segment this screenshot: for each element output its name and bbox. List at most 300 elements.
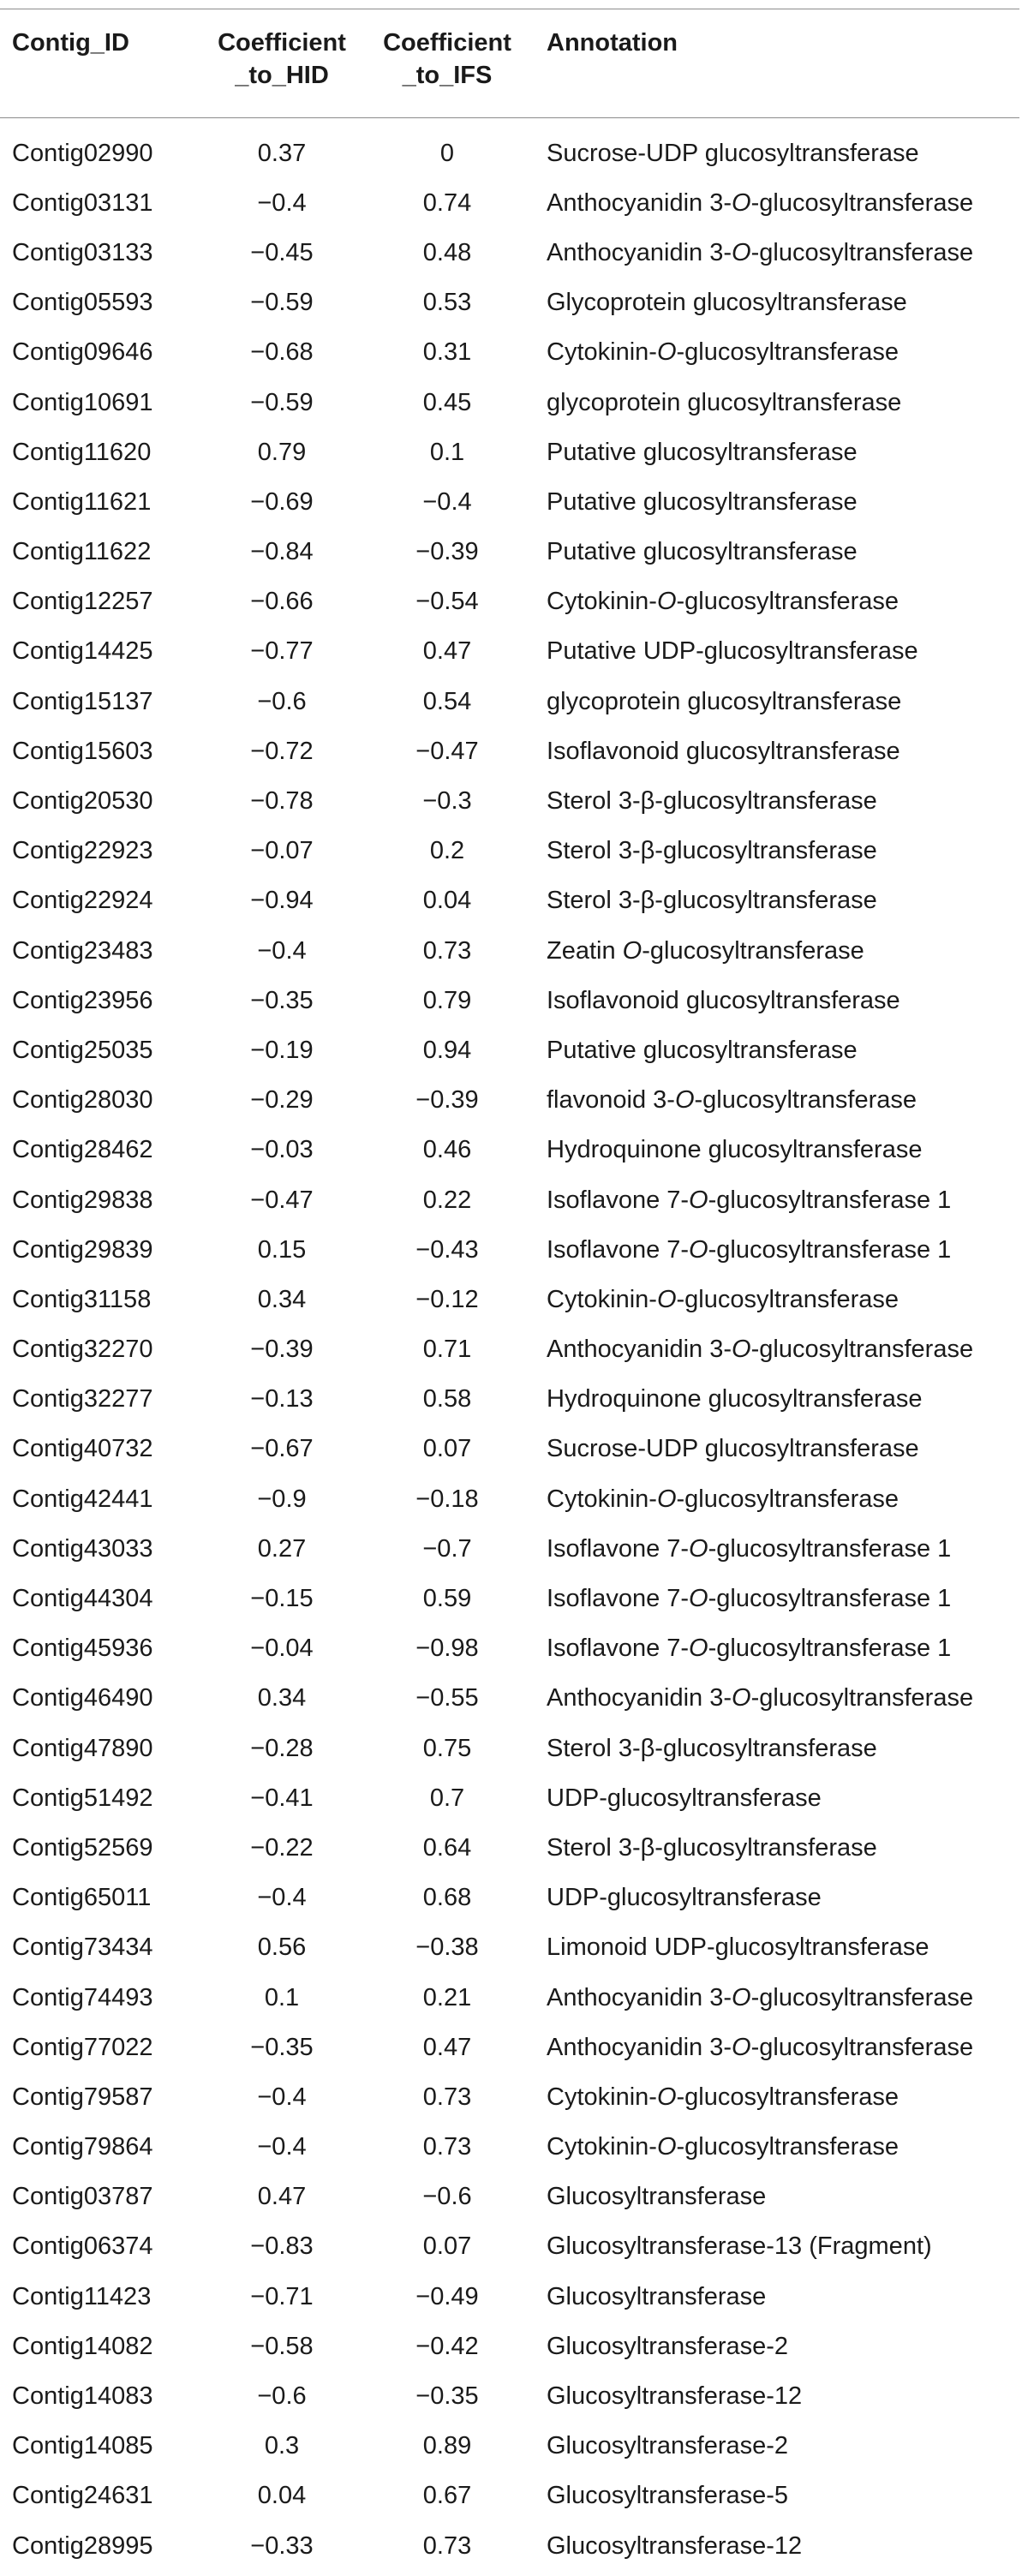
cell-coefficient-hid: −0.4 xyxy=(257,1884,307,1912)
table-row xyxy=(0,278,1019,328)
cell-annotation xyxy=(524,239,1019,267)
table-row xyxy=(0,378,1019,427)
annotation-suffix: -glucosyltransferase xyxy=(676,1285,899,1313)
table-row xyxy=(0,1325,1019,1375)
cell-contig-id: Contig25035 xyxy=(12,1036,153,1064)
cell-contig-id: Contig11620 xyxy=(12,438,152,466)
annotation-italic: O xyxy=(674,1086,695,1115)
cell-contig-id: Contig29839 xyxy=(12,1235,153,1264)
cell-annotation xyxy=(524,1286,1019,1314)
cell-coefficient-hid: −0.4 xyxy=(257,2133,307,2161)
cell-contig-id: Contig51492 xyxy=(12,1784,153,1812)
cell-coefficient-hid: −0.29 xyxy=(250,1086,314,1115)
annotation-prefix: Cytokinin- xyxy=(547,2083,657,2111)
annotation-italic: O xyxy=(656,1485,677,1513)
cell-contig-id: Contig15603 xyxy=(12,737,153,765)
header-contig-id: Contig_ID xyxy=(12,29,129,57)
table-row xyxy=(0,627,1019,677)
cell-contig-id: Contig77022 xyxy=(12,2033,153,2061)
annotation-prefix: Isoflavone 7- xyxy=(547,1186,690,1214)
annotation-suffix: -glucosyltransferase 1 xyxy=(708,1186,952,1214)
cell-coefficient-ifs: 0.67 xyxy=(422,2482,472,2510)
table-row xyxy=(0,1025,1019,1075)
cell-annotation: Limonoid UDP-glucosyltransferase xyxy=(547,1933,929,1962)
cell-contig-id: Contig44304 xyxy=(12,1585,153,1613)
annotation-prefix: Cytokinin- xyxy=(547,1285,657,1313)
cell-annotation xyxy=(524,1635,1019,1663)
annotation-italic: O xyxy=(656,338,677,367)
cell-annotation xyxy=(524,1684,1019,1712)
annotation-prefix: Cytokinin- xyxy=(547,588,657,616)
cell-contig-id: Contig32270 xyxy=(12,1336,153,1364)
cell-annotation: Glucosyltransferase-13 (Fragment) xyxy=(547,2232,932,2261)
cell-contig-id: Contig52569 xyxy=(12,1833,153,1862)
cell-annotation xyxy=(524,1086,1019,1115)
annotation-prefix: Anthocyanidin 3- xyxy=(547,1684,732,1712)
cell-contig-id: Contig28995 xyxy=(12,2531,153,2560)
annotation-suffix: -glucosyltransferase 1 xyxy=(708,1235,952,1264)
cell-annotation: Glucosyltransferase xyxy=(547,2282,767,2310)
cell-coefficient-ifs: −0.3 xyxy=(422,787,472,816)
annotation-suffix: -glucosyltransferase 1 xyxy=(708,1585,952,1613)
cell-coefficient-ifs: −0.98 xyxy=(415,1635,479,1663)
cell-annotation: Hydroquinone glucosyltransferase xyxy=(547,1136,923,1164)
table-row xyxy=(0,1874,1019,1923)
annotation-prefix: Anthocyanidin 3- xyxy=(547,238,732,266)
cell-annotation xyxy=(524,588,1019,616)
annotation-italic: O xyxy=(656,1285,677,1313)
cell-contig-id: Contig43033 xyxy=(12,1534,153,1563)
cell-contig-id: Contig79864 xyxy=(12,2133,153,2161)
cell-coefficient-ifs: 0.58 xyxy=(422,1385,472,1414)
cell-coefficient-ifs: 0.04 xyxy=(422,887,472,915)
cell-annotation: Glucosyltransferase-2 xyxy=(547,2332,789,2360)
annotation-prefix: Zeatin xyxy=(547,936,623,965)
header-coefficient-ifs xyxy=(370,27,524,92)
table-row xyxy=(0,2521,1019,2571)
annotation-italic: O xyxy=(656,2133,677,2161)
table-row xyxy=(0,129,1019,178)
cell-coefficient-ifs: 0.94 xyxy=(422,1036,472,1064)
cell-coefficient-ifs: 0.07 xyxy=(422,2232,472,2261)
annotation-italic: O xyxy=(689,1635,708,1663)
cell-coefficient-ifs: 0.48 xyxy=(422,238,472,266)
table-row xyxy=(0,2272,1019,2322)
annotation-italic: O xyxy=(656,2083,677,2111)
annotation-prefix: Cytokinin- xyxy=(547,338,657,367)
cell-annotation: Hydroquinone glucosyltransferase xyxy=(547,1385,923,1414)
cell-coefficient-ifs: 0.07 xyxy=(422,1435,472,1463)
cell-coefficient-hid: −0.35 xyxy=(250,2033,314,2061)
cell-annotation: Sucrose-UDP glucosyltransferase xyxy=(547,139,919,167)
annotation-prefix: Anthocyanidin 3- xyxy=(547,1983,732,2011)
cell-annotation: Glucosyltransferase-2 xyxy=(547,2432,789,2460)
cell-annotation: Sterol 3-β-glucosyltransferase xyxy=(547,787,877,816)
cell-contig-id: Contig03787 xyxy=(12,2183,153,2211)
annotation-prefix: Anthocyanidin 3- xyxy=(547,188,732,217)
cell-coefficient-ifs: 0.45 xyxy=(422,388,472,416)
cell-annotation: Putative UDP-glucosyltransferase xyxy=(547,637,918,666)
table-row xyxy=(0,477,1019,527)
table-body xyxy=(0,118,1019,2571)
cell-contig-id: Contig11621 xyxy=(12,487,152,516)
annotation-prefix: Isoflavone 7- xyxy=(547,1534,690,1563)
cell-coefficient-hid: −0.33 xyxy=(250,2531,314,2560)
table-row xyxy=(0,1923,1019,1973)
cell-contig-id: Contig02990 xyxy=(12,139,153,167)
cell-annotation: Isoflavonoid glucosyltransferase xyxy=(547,986,900,1014)
table-row xyxy=(0,2471,1019,2521)
table-row xyxy=(0,1574,1019,1623)
cell-coefficient-ifs: 0.75 xyxy=(422,1734,472,1762)
cell-coefficient-hid: −0.59 xyxy=(250,388,314,416)
annotation-suffix: -glucosyltransferase xyxy=(750,188,974,217)
cell-contig-id: Contig28030 xyxy=(12,1086,153,1115)
cell-coefficient-hid: 0.27 xyxy=(257,1534,307,1563)
table-row xyxy=(0,2422,1019,2471)
cell-coefficient-hid: 0.15 xyxy=(257,1235,307,1264)
table-row xyxy=(0,2023,1019,2072)
cell-annotation: Glucosyltransferase xyxy=(547,2183,767,2211)
cell-coefficient-ifs: −0.6 xyxy=(422,2183,472,2211)
cell-coefficient-ifs: 0.1 xyxy=(429,438,465,466)
table-row xyxy=(0,776,1019,826)
cell-contig-id: Contig47890 xyxy=(12,1734,153,1762)
header-coefficient-ifs-line1: Coefficient xyxy=(383,29,511,57)
cell-coefficient-hid: −0.78 xyxy=(250,787,314,816)
cell-annotation: Sterol 3-β-glucosyltransferase xyxy=(547,837,877,865)
cell-contig-id: Contig14085 xyxy=(12,2432,153,2460)
table-row xyxy=(0,827,1019,876)
cell-coefficient-ifs: 0.74 xyxy=(422,188,472,217)
table-row xyxy=(0,1375,1019,1425)
cell-coefficient-hid: 0.1 xyxy=(264,1983,300,2011)
cell-annotation: Sterol 3-β-glucosyltransferase xyxy=(547,1833,877,1862)
cell-contig-id: Contig31158 xyxy=(12,1285,152,1313)
table-row xyxy=(0,1724,1019,1773)
cell-coefficient-hid: −0.4 xyxy=(257,188,307,217)
header-coefficient-ifs-line2: _to_IFS xyxy=(402,62,493,89)
cell-coefficient-hid: 0.47 xyxy=(257,2183,307,2211)
cell-coefficient-hid: 0.34 xyxy=(257,1684,307,1712)
cell-coefficient-hid: −0.07 xyxy=(250,837,314,865)
cell-coefficient-hid: −0.4 xyxy=(257,2083,307,2111)
table-row xyxy=(0,1823,1019,1873)
cell-annotation xyxy=(524,2034,1019,2062)
cell-annotation: Putative glucosyltransferase xyxy=(547,487,858,516)
cell-annotation: UDP-glucosyltransferase xyxy=(547,1884,822,1912)
cell-coefficient-hid: −0.69 xyxy=(250,487,314,516)
cell-coefficient-hid: −0.4 xyxy=(257,936,307,965)
table-row xyxy=(0,2222,1019,2272)
cell-annotation xyxy=(524,1236,1019,1264)
table-row xyxy=(0,1425,1019,1474)
annotation-italic: O xyxy=(732,238,751,266)
annotation-prefix: Cytokinin- xyxy=(547,2133,657,2161)
cell-coefficient-ifs: −0.38 xyxy=(415,1933,479,1962)
cell-coefficient-hid: −0.6 xyxy=(257,687,307,715)
cell-contig-id: Contig23483 xyxy=(12,936,153,965)
data-table xyxy=(0,9,1019,2571)
annotation-suffix: -glucosyltransferase xyxy=(694,1086,917,1115)
annotation-prefix: Cytokinin- xyxy=(547,1485,657,1513)
cell-annotation xyxy=(524,1186,1019,1215)
cell-contig-id: Contig11622 xyxy=(12,538,152,566)
annotation-italic: O xyxy=(689,1534,708,1563)
cell-coefficient-hid: −0.04 xyxy=(250,1635,314,1663)
cell-annotation xyxy=(524,1984,1019,2012)
cell-annotation xyxy=(524,1535,1019,1563)
cell-coefficient-ifs: 0.47 xyxy=(422,2033,472,2061)
annotation-italic: O xyxy=(689,1585,708,1613)
cell-coefficient-hid: −0.47 xyxy=(250,1186,314,1214)
annotation-italic: O xyxy=(732,2033,751,2061)
table-row xyxy=(0,1524,1019,1574)
header-annotation: Annotation xyxy=(547,29,678,57)
cell-annotation: Putative glucosyltransferase xyxy=(547,538,858,566)
table-row xyxy=(0,1175,1019,1225)
cell-annotation: Sterol 3-β-glucosyltransferase xyxy=(547,1734,877,1762)
annotation-prefix: Isoflavone 7- xyxy=(547,1585,690,1613)
cell-coefficient-ifs: 0.79 xyxy=(422,986,472,1014)
cell-coefficient-ifs: 0.46 xyxy=(422,1136,472,1164)
annotation-italic: O xyxy=(732,1983,751,2011)
cell-coefficient-ifs: 0.73 xyxy=(422,936,472,965)
table-row xyxy=(0,528,1019,577)
cell-coefficient-ifs: −0.39 xyxy=(415,538,479,566)
cell-contig-id: Contig03131 xyxy=(12,188,153,217)
cell-coefficient-ifs: 0.73 xyxy=(422,2133,472,2161)
cell-coefficient-hid: −0.19 xyxy=(250,1036,314,1064)
table-row xyxy=(0,1275,1019,1324)
cell-annotation xyxy=(524,2133,1019,2161)
cell-contig-id: Contig42441 xyxy=(12,1485,153,1513)
cell-annotation: glycoprotein glucosyltransferase xyxy=(547,687,902,715)
cell-coefficient-hid: −0.35 xyxy=(250,986,314,1014)
cell-contig-id: Contig10691 xyxy=(12,388,153,416)
cell-coefficient-ifs: 0.59 xyxy=(422,1585,472,1613)
cell-annotation: Glucosyltransferase-12 xyxy=(547,2382,803,2411)
cell-annotation: Sucrose-UDP glucosyltransferase xyxy=(547,1435,919,1463)
cell-coefficient-ifs: 0.22 xyxy=(422,1186,472,1214)
table-row xyxy=(0,2072,1019,2122)
cell-annotation: Putative glucosyltransferase xyxy=(547,438,858,466)
annotation-suffix: -glucosyltransferase xyxy=(642,936,864,965)
table-row xyxy=(0,2123,1019,2173)
cell-coefficient-ifs: −0.55 xyxy=(415,1684,479,1712)
cell-coefficient-hid: −0.22 xyxy=(250,1833,314,1862)
cell-coefficient-hid: 0.56 xyxy=(257,1933,307,1962)
annotation-italic: O xyxy=(732,188,751,217)
table-row xyxy=(0,1674,1019,1724)
cell-coefficient-hid: −0.66 xyxy=(250,588,314,616)
table-row xyxy=(0,2322,1019,2371)
table-row xyxy=(0,1773,1019,1823)
cell-coefficient-hid: −0.83 xyxy=(250,2232,314,2261)
annotation-suffix: -glucosyltransferase xyxy=(750,1983,974,2011)
cell-coefficient-ifs: −0.35 xyxy=(415,2382,479,2411)
cell-coefficient-hid: −0.39 xyxy=(250,1336,314,1364)
annotation-suffix: -glucosyltransferase xyxy=(676,2133,899,2161)
table-row xyxy=(0,1126,1019,1175)
annotation-prefix: Anthocyanidin 3- xyxy=(547,1336,732,1364)
cell-contig-id: Contig32277 xyxy=(12,1385,153,1414)
annotation-prefix: Anthocyanidin 3- xyxy=(547,2033,732,2061)
annotation-suffix: -glucosyltransferase xyxy=(750,2033,974,2061)
cell-coefficient-hid: −0.45 xyxy=(250,238,314,266)
cell-coefficient-ifs: −0.4 xyxy=(422,487,472,516)
cell-contig-id: Contig05593 xyxy=(12,289,153,317)
cell-coefficient-hid: −0.59 xyxy=(250,289,314,317)
table-row xyxy=(0,228,1019,278)
cell-contig-id: Contig12257 xyxy=(12,588,153,616)
cell-coefficient-ifs: −0.43 xyxy=(415,1235,479,1264)
cell-coefficient-hid: −0.03 xyxy=(250,1136,314,1164)
table-row xyxy=(0,178,1019,228)
cell-coefficient-hid: −0.41 xyxy=(250,1784,314,1812)
cell-coefficient-ifs: −0.12 xyxy=(415,1285,479,1313)
cell-coefficient-hid: −0.84 xyxy=(250,538,314,566)
table-row xyxy=(0,577,1019,627)
cell-annotation xyxy=(524,338,1019,367)
annotation-suffix: -glucosyltransferase xyxy=(676,1485,899,1513)
cell-coefficient-ifs: 0.53 xyxy=(422,289,472,317)
cell-coefficient-hid: −0.67 xyxy=(250,1435,314,1463)
cell-coefficient-ifs: 0 xyxy=(439,139,455,167)
cell-contig-id: Contig06374 xyxy=(12,2232,153,2261)
table-row xyxy=(0,328,1019,378)
table-row xyxy=(0,1624,1019,1674)
cell-contig-id: Contig45936 xyxy=(12,1635,153,1663)
table-row xyxy=(0,876,1019,926)
cell-coefficient-ifs: −0.47 xyxy=(415,737,479,765)
cell-coefficient-hid: −0.13 xyxy=(250,1385,314,1414)
table-header xyxy=(0,9,1019,117)
cell-annotation: Glucosyltransferase-5 xyxy=(547,2482,789,2510)
table-row xyxy=(0,1225,1019,1275)
annotation-suffix: -glucosyltransferase xyxy=(676,588,899,616)
cell-coefficient-hid: 0.3 xyxy=(264,2432,300,2460)
cell-coefficient-ifs: 0.2 xyxy=(429,837,465,865)
cell-annotation xyxy=(524,937,1019,965)
table-row xyxy=(0,976,1019,1025)
cell-contig-id: Contig65011 xyxy=(12,1884,152,1912)
cell-coefficient-ifs: −0.54 xyxy=(415,588,479,616)
cell-coefficient-hid: −0.77 xyxy=(250,637,314,666)
annotation-suffix: -glucosyltransferase xyxy=(750,238,974,266)
cell-contig-id: Contig20530 xyxy=(12,787,153,816)
cell-coefficient-hid: 0.34 xyxy=(257,1285,307,1313)
cell-contig-id: Contig22924 xyxy=(12,887,153,915)
cell-contig-id: Contig79587 xyxy=(12,2083,153,2111)
cell-coefficient-ifs: 0.31 xyxy=(422,338,472,367)
cell-contig-id: Contig46490 xyxy=(12,1684,153,1712)
cell-contig-id: Contig22923 xyxy=(12,837,153,865)
cell-annotation: glycoprotein glucosyltransferase xyxy=(547,388,902,416)
cell-coefficient-ifs: −0.49 xyxy=(415,2282,479,2310)
annotation-italic: O xyxy=(732,1684,751,1712)
cell-coefficient-ifs: 0.64 xyxy=(422,1833,472,1862)
cell-contig-id: Contig14082 xyxy=(12,2332,153,2360)
annotation-prefix: Isoflavone 7- xyxy=(547,1635,690,1663)
cell-coefficient-hid: −0.6 xyxy=(257,2382,307,2411)
cell-coefficient-ifs: 0.7 xyxy=(429,1784,465,1812)
cell-contig-id: Contig03133 xyxy=(12,238,153,266)
cell-annotation xyxy=(524,1336,1019,1364)
header-coefficient-hid-line2: _to_HID xyxy=(235,62,329,89)
cell-annotation: Glycoprotein glucosyltransferase xyxy=(547,289,907,317)
annotation-suffix: -glucosyltransferase 1 xyxy=(708,1635,952,1663)
cell-contig-id: Contig28462 xyxy=(12,1136,153,1164)
cell-annotation: Putative glucosyltransferase xyxy=(547,1036,858,1064)
cell-coefficient-ifs: 0.68 xyxy=(422,1884,472,1912)
cell-coefficient-ifs: 0.54 xyxy=(422,687,472,715)
cell-annotation: Sterol 3-β-glucosyltransferase xyxy=(547,887,877,915)
cell-coefficient-ifs: 0.89 xyxy=(422,2432,472,2460)
header-coefficient-hid-line1: Coefficient xyxy=(218,29,346,57)
cell-coefficient-ifs: −0.42 xyxy=(415,2332,479,2360)
table-row xyxy=(0,2173,1019,2222)
cell-coefficient-ifs: 0.73 xyxy=(422,2531,472,2560)
cell-annotation xyxy=(524,189,1019,218)
cell-annotation: UDP-glucosyltransferase xyxy=(547,1784,822,1812)
cell-coefficient-ifs: 0.71 xyxy=(422,1336,472,1364)
cell-contig-id: Contig15137 xyxy=(12,687,153,715)
cell-annotation: Glucosyltransferase-12 xyxy=(547,2531,803,2560)
table-row xyxy=(0,726,1019,776)
cell-coefficient-hid: −0.9 xyxy=(257,1485,307,1513)
table-row xyxy=(0,1474,1019,1524)
cell-coefficient-ifs: −0.18 xyxy=(415,1485,479,1513)
cell-coefficient-hid: −0.71 xyxy=(250,2282,314,2310)
annotation-suffix: -glucosyltransferase 1 xyxy=(708,1534,952,1563)
annotation-italic: O xyxy=(689,1235,708,1264)
cell-contig-id: Contig14425 xyxy=(12,637,153,666)
cell-contig-id: Contig23956 xyxy=(12,986,153,1014)
cell-coefficient-hid: 0.04 xyxy=(257,2482,307,2510)
cell-coefficient-hid: −0.28 xyxy=(250,1734,314,1762)
cell-contig-id: Contig40732 xyxy=(12,1435,153,1463)
cell-coefficient-ifs: −0.39 xyxy=(415,1086,479,1115)
cell-coefficient-hid: −0.68 xyxy=(250,338,314,367)
annotation-suffix: -glucosyltransferase xyxy=(750,1336,974,1364)
cell-contig-id: Contig09646 xyxy=(12,338,153,367)
table-row xyxy=(0,427,1019,477)
annotation-prefix: Isoflavone 7- xyxy=(547,1235,690,1264)
cell-contig-id: Contig74493 xyxy=(12,1983,153,2011)
cell-coefficient-hid: −0.72 xyxy=(250,737,314,765)
annotation-prefix: flavonoid 3- xyxy=(547,1086,675,1115)
annotation-suffix: -glucosyltransferase xyxy=(676,338,899,367)
annotation-italic: O xyxy=(622,936,642,965)
cell-coefficient-hid: −0.15 xyxy=(250,1585,314,1613)
cell-contig-id: Contig29838 xyxy=(12,1186,153,1214)
table-row xyxy=(0,1076,1019,1126)
cell-contig-id: Contig11423 xyxy=(12,2282,152,2310)
table-row xyxy=(0,677,1019,726)
cell-coefficient-ifs: 0.21 xyxy=(422,1983,472,2011)
annotation-suffix: -glucosyltransferase xyxy=(750,1684,974,1712)
cell-coefficient-ifs: 0.73 xyxy=(422,2083,472,2111)
cell-coefficient-ifs: 0.47 xyxy=(422,637,472,666)
table-row xyxy=(0,2371,1019,2421)
cell-coefficient-hid: −0.58 xyxy=(250,2332,314,2360)
cell-annotation xyxy=(524,1485,1019,1514)
table-row xyxy=(0,926,1019,976)
annotation-italic: O xyxy=(656,588,677,616)
cell-contig-id: Contig14083 xyxy=(12,2382,153,2411)
table-row xyxy=(0,1973,1019,2023)
